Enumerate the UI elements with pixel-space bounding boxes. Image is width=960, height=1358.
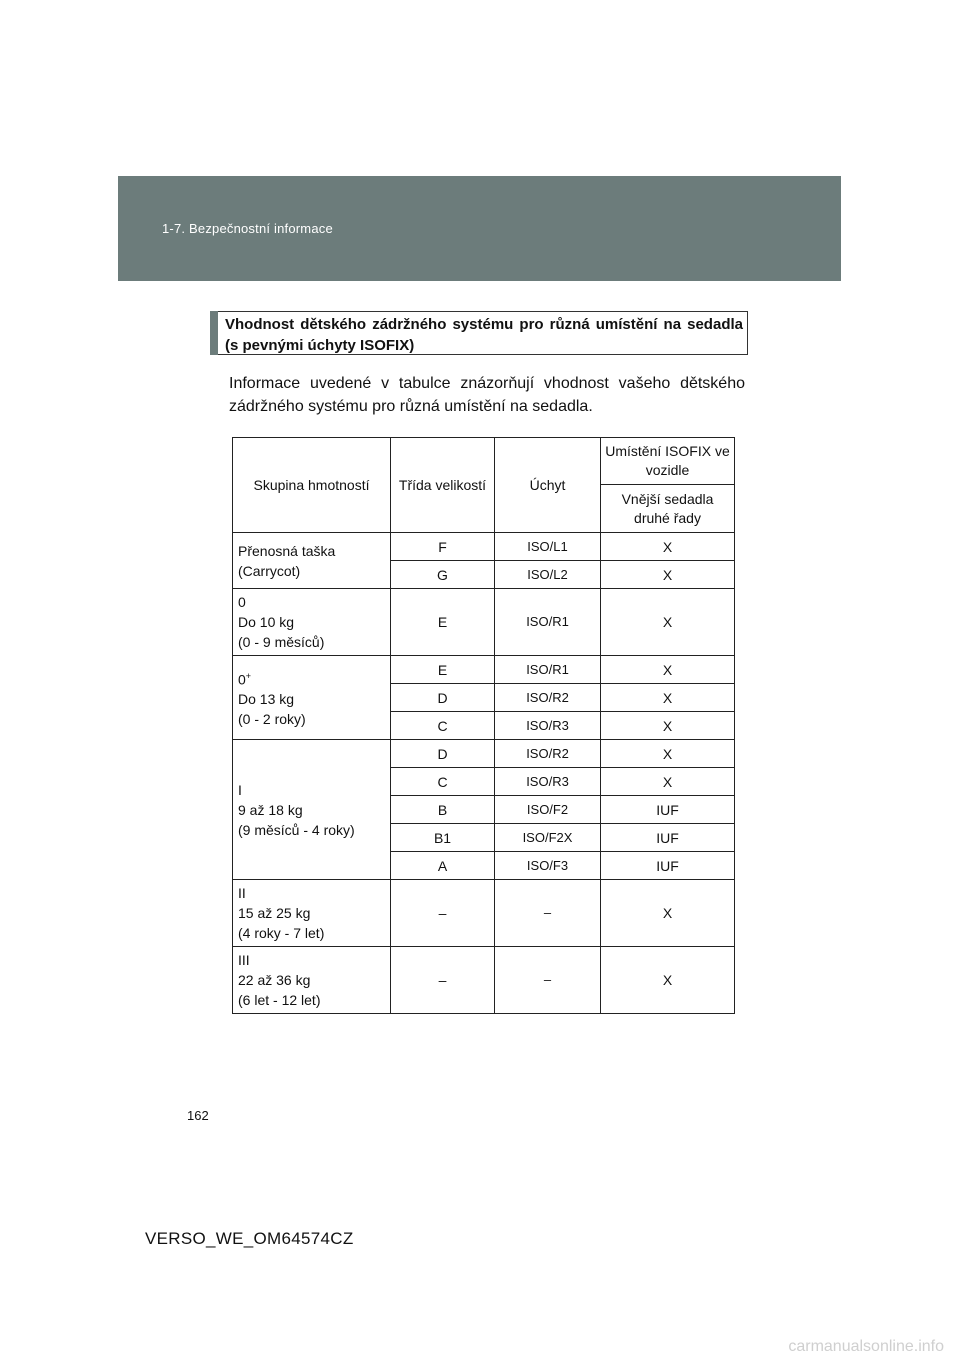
weight-group-line: (Carrycot) [238,562,301,579]
header-band [118,176,841,281]
size-class-cell: E [391,656,495,684]
suitability-cell: X [601,768,735,796]
document-code: VERSO_WE_OM64574CZ [145,1229,354,1248]
size-class-cell: – [391,947,495,1014]
topic-title-box [210,311,748,355]
weight-group-line: Do 13 kg [238,691,295,708]
weight-group-line: Do 10 kg [238,614,295,630]
weight-group-label: 0+ [238,670,252,688]
section-title: 1-7. Bezpečnostní informace [162,221,333,236]
weight-group-line: 9 až 18 kg [238,801,303,818]
suitability-cell: X [601,740,735,768]
intro-paragraph: Informace uvedené v tabulce znázorňují vhodnost vašeho dětského zádržného systému pro různá umístění na sedadla. [229,375,745,415]
weight-group-line: I [238,781,242,798]
fixture-cell: ISO/F2 [495,796,601,824]
suitability-cell: IUF [601,824,735,852]
fixture-cell: ISO/R2 [495,740,601,768]
weight-group-cell [233,533,391,589]
table-row [233,656,735,684]
fixture-cell: – [495,947,601,1014]
size-class-cell: F [391,533,495,561]
fixture-cell: ISO/F3 [495,852,601,880]
size-class-cell: D [391,740,495,768]
size-class-cell: C [391,712,495,740]
watermark: carmanualsonline.info [788,1338,944,1355]
size-class-cell: E [391,589,495,656]
col-header-position: Umístění ISOFIX ve vozidle [601,438,735,485]
suitability-cell: X [601,880,735,947]
table-row [233,589,735,656]
col-header-position-sub: Vnější sedadla druhé řady [601,485,735,533]
weight-group-cell [233,947,391,1014]
size-class-cell: G [391,561,495,589]
suitability-cell: X [601,656,735,684]
fixture-cell: ISO/L1 [495,533,601,561]
col-header-fixture: Úchyt [495,438,601,533]
size-class-cell: A [391,852,495,880]
table-row [233,880,735,947]
suitability-cell: X [601,712,735,740]
fixture-cell: ISO/L2 [495,561,601,589]
suitability-cell: X [601,533,735,561]
weight-group-line: (4 roky - 7 let) [238,925,325,941]
suitability-cell: IUF [601,796,735,824]
fixture-cell: ISO/R3 [495,712,601,740]
size-class-cell: B [391,796,495,824]
size-class-cell: – [391,880,495,947]
weight-group-line: III [238,952,250,968]
weight-group-line: II [238,885,246,901]
weight-group-line: (9 měsíců - 4 roky) [238,821,355,838]
suitability-cell: X [601,561,735,589]
table-row [233,947,735,1014]
weight-group-cell [233,880,391,947]
isofix-suitability-table [232,437,735,1014]
fixture-cell: ISO/R1 [495,656,601,684]
suitability-cell: X [601,684,735,712]
page-number: 162 [187,1108,209,1123]
fixture-cell: ISO/R1 [495,589,601,656]
weight-group-cell [233,656,391,740]
fixture-cell: ISO/R3 [495,768,601,796]
weight-group-line: (0 - 2 roky) [238,711,306,728]
col-header-size-class: Třída velikostí [391,438,495,533]
suitability-cell: X [601,589,735,656]
weight-group-line: (6 let - 12 let) [238,992,321,1008]
fixture-cell: ISO/R2 [495,684,601,712]
size-class-cell: B1 [391,824,495,852]
table-row [233,740,735,768]
weight-group-line: (0 - 9 měsíců) [238,634,325,650]
fixture-cell: ISO/F2X [495,824,601,852]
weight-group-line: 0 [238,594,246,610]
weight-group-line: 22 až 36 kg [238,972,311,988]
col-header-group: Skupina hmotností [233,438,391,533]
suitability-cell: IUF [601,852,735,880]
weight-group-line: Přenosná taška [238,542,336,559]
size-class-cell: D [391,684,495,712]
size-class-cell: C [391,768,495,796]
table-row [233,533,735,561]
title-accent-bar [210,311,218,355]
topic-title: Vhodnost dětského zádržného systému pro různá umístění na sedadla (s pevnými úchyty ISOFIX) [225,316,743,354]
weight-group-line: 15 až 25 kg [238,905,311,921]
weight-group-cell [233,740,391,880]
weight-group-cell [233,589,391,656]
weight-group-sup: + [245,670,252,681]
fixture-cell: – [495,880,601,947]
suitability-cell: X [601,947,735,1014]
